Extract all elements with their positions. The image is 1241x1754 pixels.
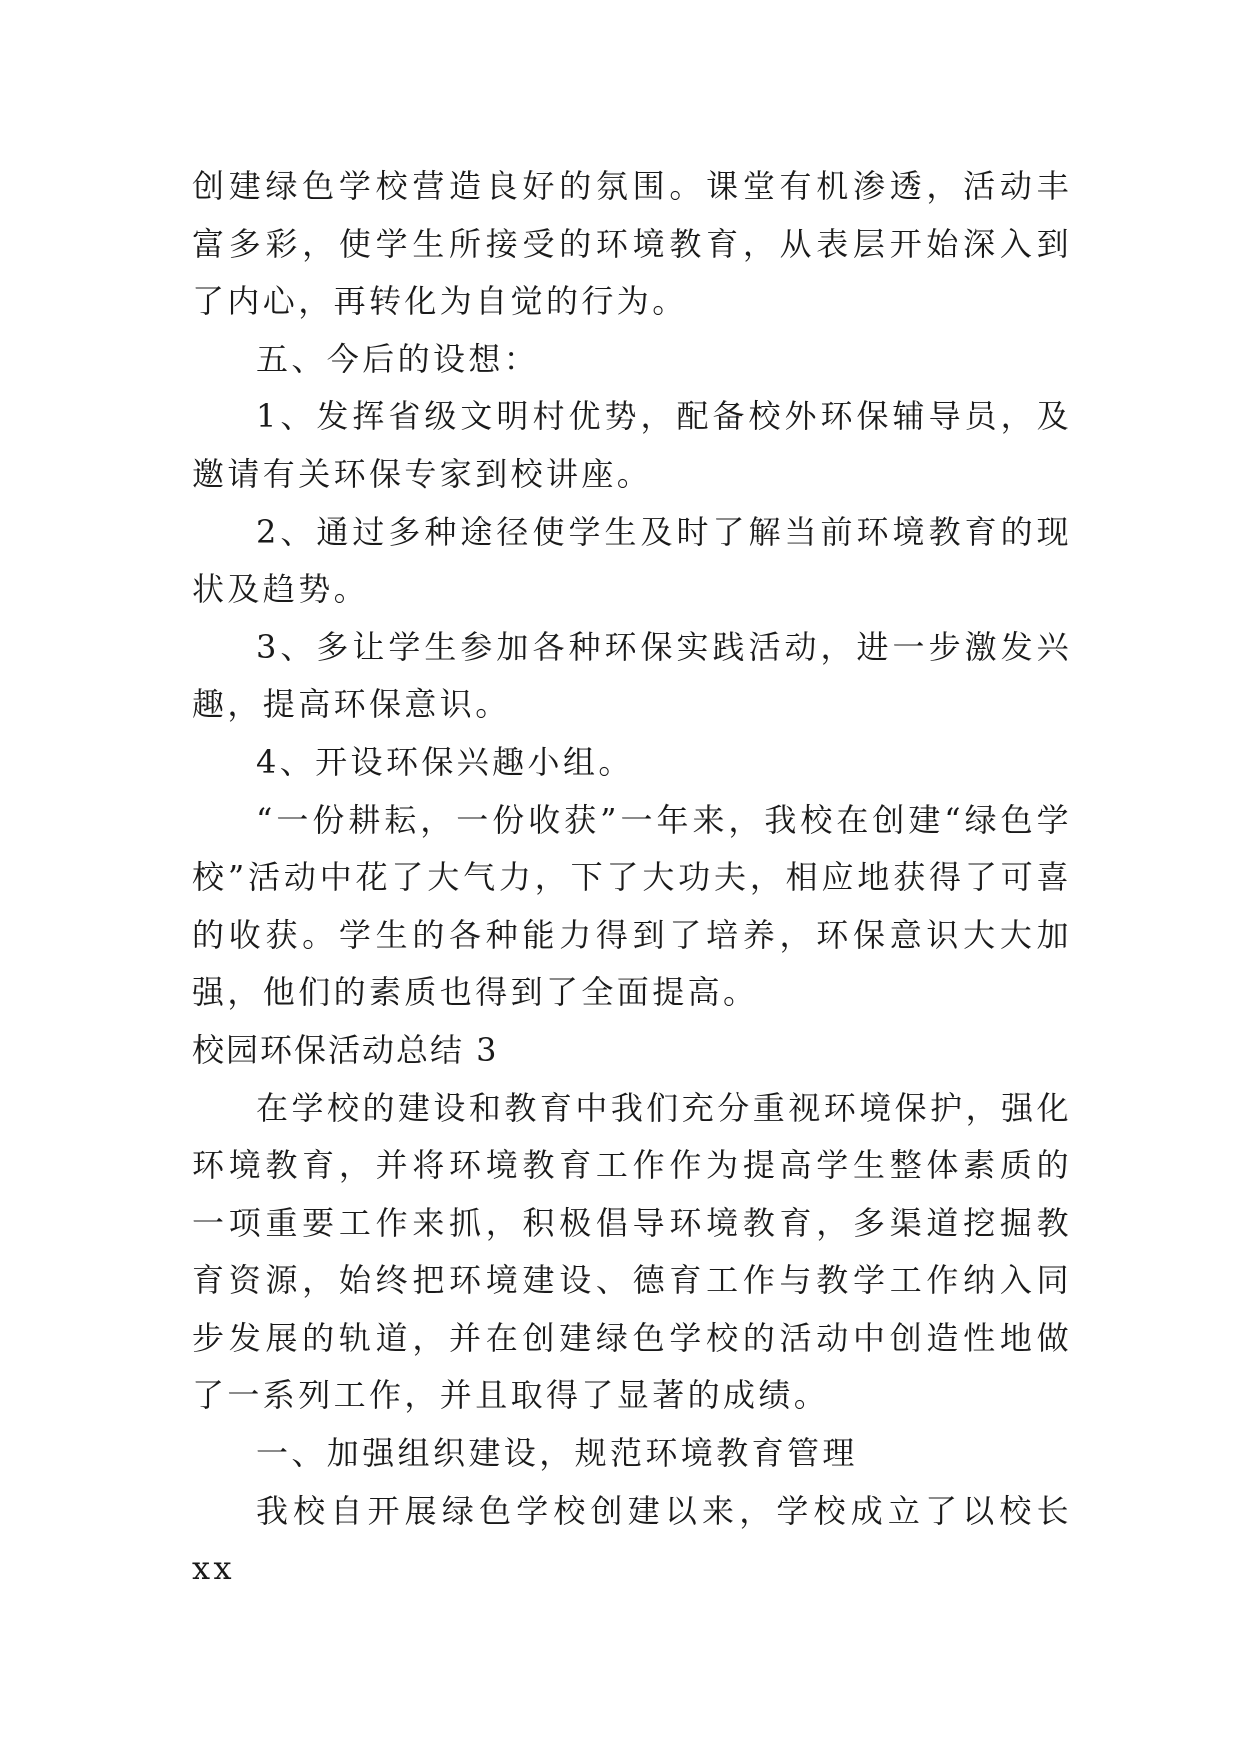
paragraph-section3-intro: 在学校的建设和教育中我们充分重视环境保护，强化环境教育，并将环境教育工作作为提高学生整体素质的一项重要工作来抓，积极倡导环境教育，多渠道挖掘教育资源，始终把环境建设、德育工作与教学工作纳入同步发展的轨道，并在创建绿色学校的活动中创造性地做了一系列工作，并且取得了显著的成绩。 [192,1088,1072,1415]
section-heading-future-plans: 五、今后的设想： [256,339,540,378]
list-item-2: 2、通过多种途径使学生及时了解当前环境教育的现状及趋势。 [192,512,1072,609]
list-item-4: 4、开设环保兴趣小组。 [256,742,634,781]
paragraph-intro-continuation: 创建绿色学校营造良好的氛围。课堂有机渗透，活动丰富多彩，使学生所接受的环境教育，从表层开始深入到了内心，再转化为自觉的行为。 [192,167,1072,321]
section-heading-organization: 一、加强组织建设，规范环境教育管理 [256,1434,858,1473]
document-body [192,158,1072,1598]
paragraph-conclusion: “一份耕耘，一份收获”一年来，我校在创建“绿色学校”活动中花了大气力，下了大功夫，相应地获得了可喜的收获。学生的各种能力得到了培养，环保意识大大加强，他们的素质也得到了全面提高。 [192,800,1072,1012]
document-section-title: 校园环保活动总结 3 [192,1030,499,1069]
list-item-1: 1、发挥省级文明村优势，配备校外环保辅导员，及邀请有关环保专家到校讲座。 [192,397,1072,493]
paragraph-organization-start: 我校自开展绿色学校创建以来，学校成立了以校长 xx [192,1491,1072,1588]
list-item-3: 3、多让学生参加各种环保实践活动，进一步激发兴趣，提高环保意识。 [192,627,1072,724]
